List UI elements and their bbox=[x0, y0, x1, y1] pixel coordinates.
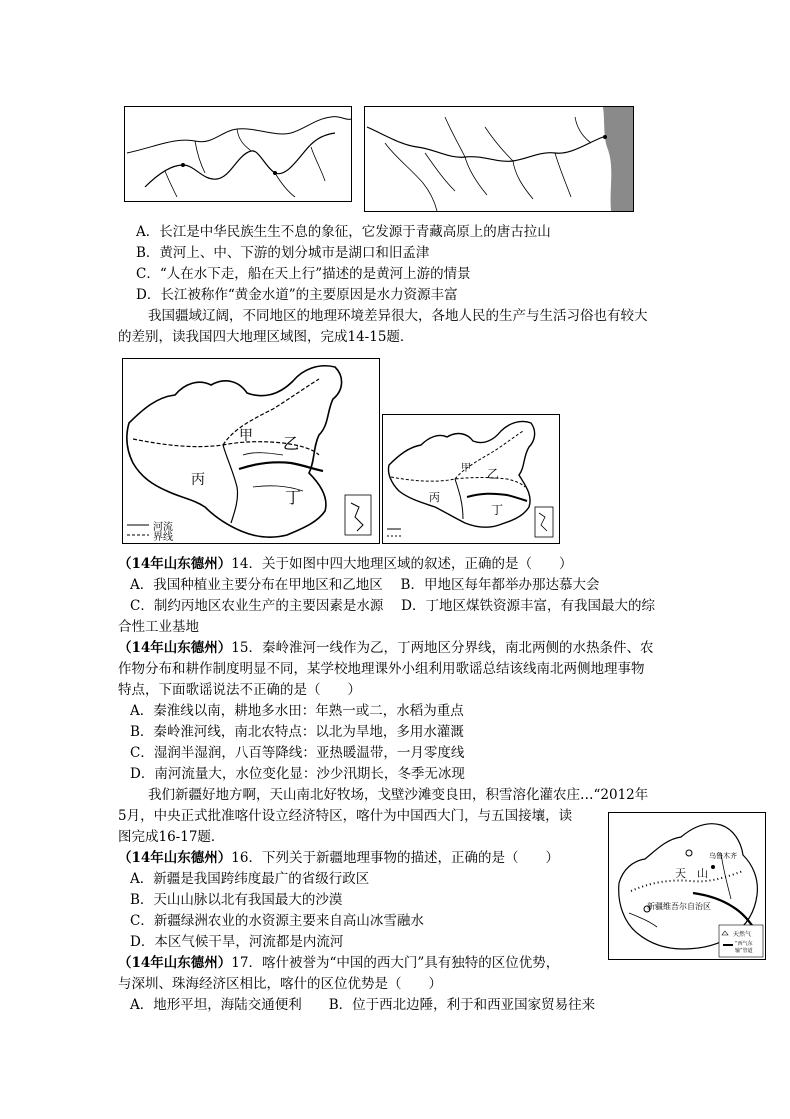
q-top-option-a: A．长江是中华民族生生不息的象征，它发源于青藏高原上的唐古拉山 bbox=[136, 224, 551, 240]
q16-stem-text: 16．下列关于新疆地理事物的描述，正确的是（ ） bbox=[231, 850, 559, 866]
xinjiang-label-basin: 新疆维吾尔自治区 bbox=[647, 902, 711, 911]
region-label-jia: 甲 bbox=[239, 428, 253, 444]
four-regions-map-large bbox=[122, 358, 380, 544]
q15-option-b: B．秦岭淮河线，南北农特点：以北为旱地，多用水灌溉 bbox=[130, 724, 464, 740]
four-regions-map-small-drawing bbox=[383, 415, 559, 543]
xinjiang-intro-line1: 我们新疆好地方啊，天山南北好牧场，戈壁沙滩变良田，积雪溶化灌农庄…“2012年 bbox=[148, 787, 649, 803]
xinjiang-map bbox=[608, 812, 766, 960]
yangtze-river-map-drawing bbox=[365, 107, 633, 211]
xinjiang-legend-gasfield: 天然气 bbox=[733, 931, 752, 938]
region-label-bing: 丙 bbox=[191, 472, 205, 488]
q15-option-d: D．南河流量大，水位变化显：沙少汛期长，冬季无冰现 bbox=[130, 766, 465, 782]
q14-stem bbox=[118, 556, 572, 572]
q16-option-c: C．新疆绿洲农业的水资源主要来自高山冰雪融水 bbox=[130, 913, 424, 929]
q16-option-d: D．本区气候干旱，河流都是内流河 bbox=[130, 934, 344, 950]
xinjiang-label-urumqi: 乌鲁木齐 bbox=[709, 852, 737, 860]
q14-options-cd-cont: 合性工业基地 bbox=[118, 619, 199, 635]
q16-option-a: A．新疆是我国跨纬度最广的省级行政区 bbox=[130, 871, 370, 887]
yellow-river-map bbox=[124, 106, 352, 202]
xinjiang-intro-line3: 图完成16-17题． bbox=[118, 829, 225, 845]
q16-source: （14年山东德州） bbox=[118, 850, 232, 866]
q17-source: （14年山东德州） bbox=[118, 955, 232, 971]
q14-options-cd: C．制约丙地区农业生产的主要因素是水源 D．丁地区煤铁资源丰富，有我国最大的综 bbox=[130, 598, 655, 614]
four-regions-map-large-drawing bbox=[123, 359, 379, 543]
legend-river-label: 河流 bbox=[153, 522, 173, 533]
q15-stem-text: 15．秦岭淮河一线作为乙，丁两地区分界线，南北两侧的水热条件、农 bbox=[231, 640, 654, 656]
q17-options-ab: A．地形平坦，海陆交通便利 B．位于西北边陲，利于和西亚国家贸易往来 bbox=[130, 997, 596, 1013]
small-region-label-ding: 丁 bbox=[491, 503, 504, 517]
legend-boundary-label: 界线 bbox=[153, 532, 173, 543]
q14-source: （14年山东德州） bbox=[118, 556, 232, 572]
q15-stem-line2: 作物分布和耕作制度明显不同，某学校地理课外小组利用歌谣总结该线南北两侧地理事物 bbox=[118, 661, 645, 677]
q14-stem-text: 14．关于如图中四大地理区域的叙述，正确的是（ ） bbox=[231, 556, 573, 572]
four-regions-map-small bbox=[382, 414, 560, 544]
q16-stem bbox=[118, 850, 559, 866]
q16-option-b: B．天山山脉以北有我国最大的沙漠 bbox=[130, 892, 343, 908]
q17-stem-text: 17．喀什被誉为“中国的西大门”具有独特的区位优势， bbox=[231, 955, 560, 971]
q14-options-ab: A．我国种植业主要分布在甲地区和乙地区 B．甲地区每年都举办那达慕大会 bbox=[130, 577, 600, 593]
q15-source: （14年山东德州） bbox=[118, 640, 232, 656]
region-label-yi: 乙 bbox=[283, 434, 300, 453]
small-region-label-bing: 丙 bbox=[429, 491, 440, 504]
xinjiang-label-tianshan: 天 山 bbox=[675, 867, 708, 880]
small-region-label-jia: 甲 bbox=[461, 463, 471, 474]
q15-option-a: A．秦淮线以南，耕地多水田：年熟一或二，水稻为重点 bbox=[130, 703, 464, 719]
q-top-option-b: B．黄河上、中、下游的划分城市是湖口和旧孟津 bbox=[136, 245, 430, 261]
small-region-label-yi: 乙 bbox=[487, 467, 500, 481]
yangtze-river-map bbox=[364, 106, 634, 212]
yellow-river-map-drawing bbox=[125, 107, 351, 201]
q15-stem-line3: 特点，下面歌谣说法不正确的是（ ） bbox=[118, 682, 361, 698]
q15-stem-line1 bbox=[118, 640, 653, 656]
q-top-option-d: D．长江被称作“黄金水道”的主要原因是水力资源丰富 bbox=[136, 287, 458, 303]
region-label-ding: 丁 bbox=[285, 488, 302, 507]
xinjiang-legend-pipeline: “西气东输”管道 bbox=[735, 941, 753, 954]
regions-intro-line1: 我国疆域辽阔，不同地区的地理环境差异很大，各地人民的生产与生活习俗也有较大 bbox=[148, 308, 648, 324]
q15-option-c: C．湿润半湿润，八百等降线：亚热暖温带，一月零度线 bbox=[130, 745, 465, 761]
q17-stem-line2: 与深圳、珠海经济区相比，喀什的区位优势是（ ） bbox=[118, 976, 442, 992]
xinjiang-intro-line2: 5月，中央正式批准喀什设立经济特区，喀什为中国西大门，与五国接壤，读 bbox=[118, 808, 573, 824]
q17-stem-line1 bbox=[118, 955, 559, 971]
q-top-option-c: C．“人在水下走，船在天上行”描述的是黄河上游的情景 bbox=[136, 266, 471, 282]
regions-intro-line2: 的差别，读我国四大地理区域图，完成14-15题． bbox=[118, 329, 414, 345]
